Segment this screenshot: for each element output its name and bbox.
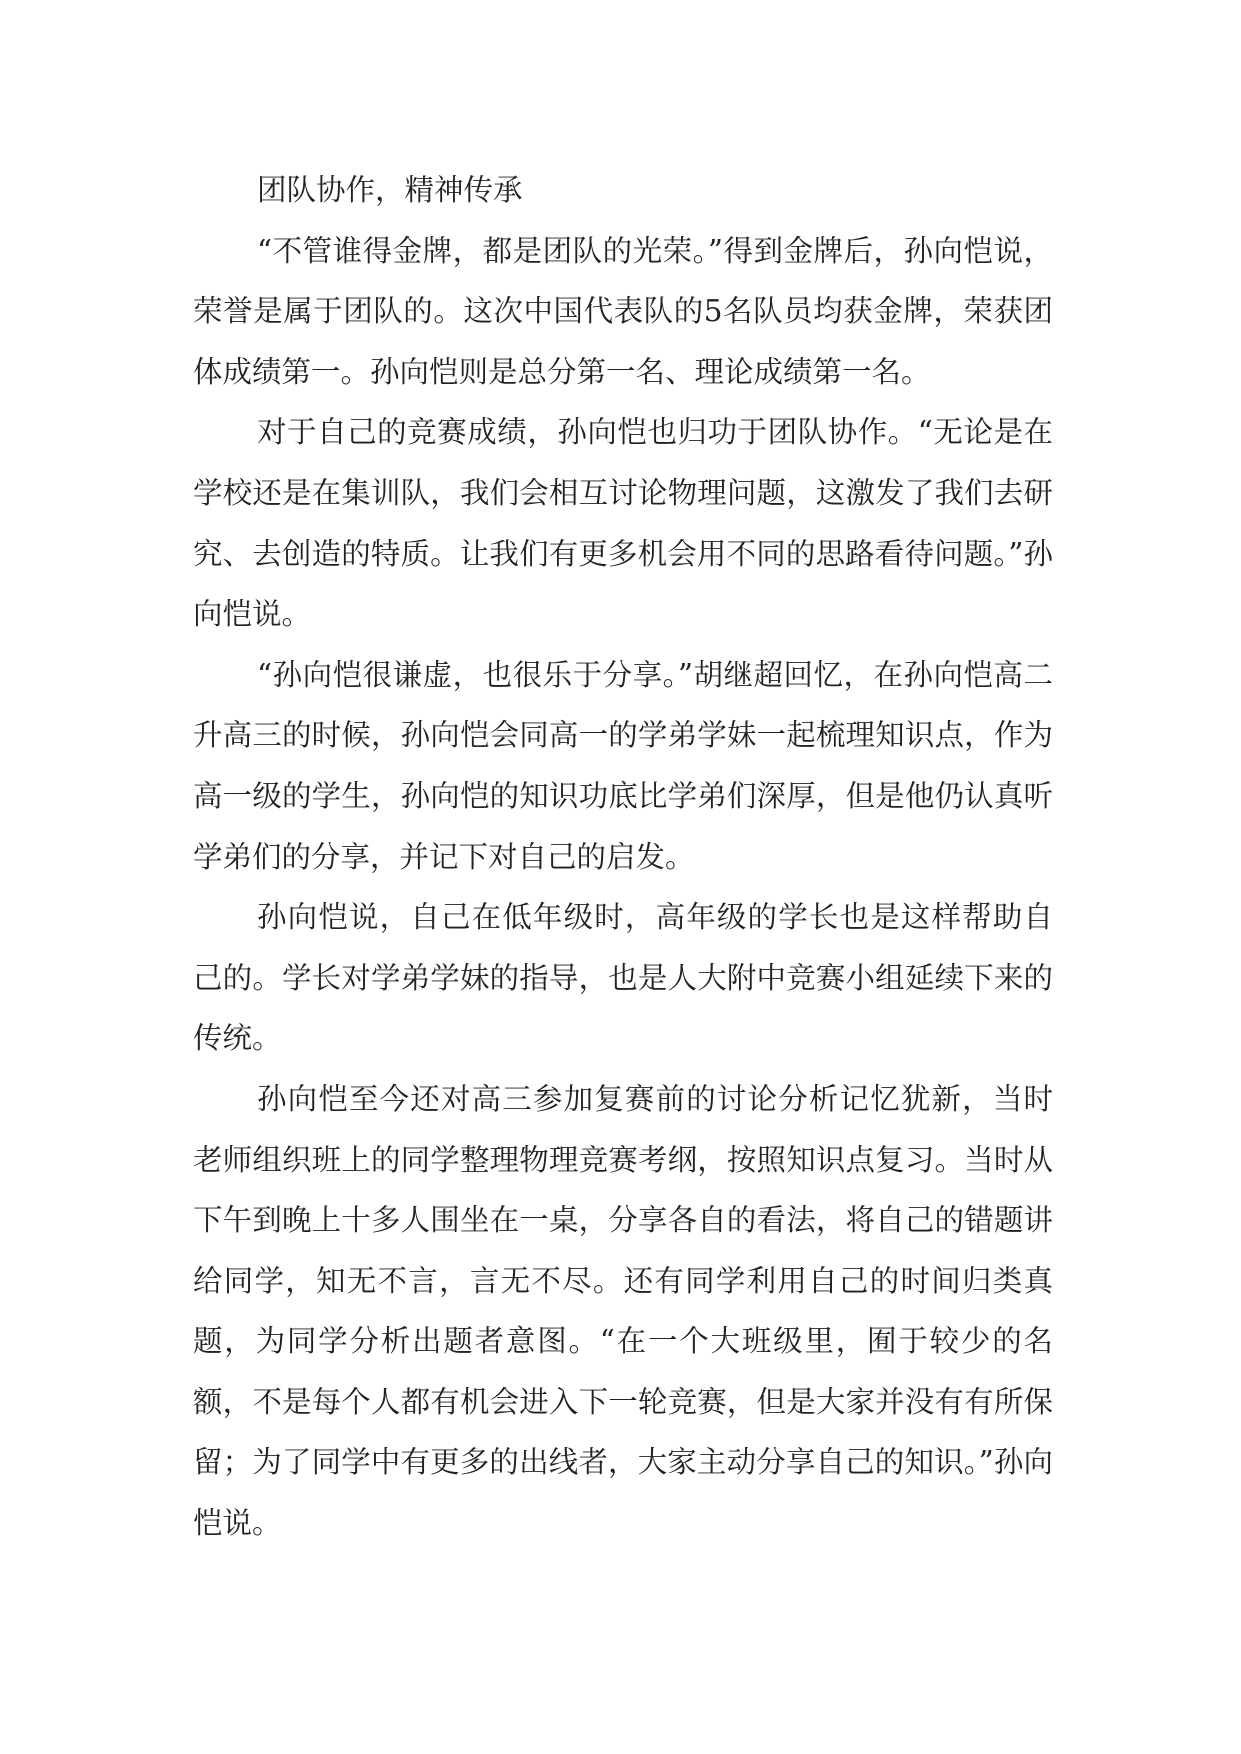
paragraph-4: 孙向恺说，自己在低年级时，高年级的学长也是这样帮助自己的。学长对学弟学妹的指导，也是人大附中竞赛小组延续下来的传统。 bbox=[193, 900, 1053, 1056]
paragraph-1: “不管谁得金牌，都是团队的光荣。”得到金牌后，孙向恺说，荣誉是属于团队的。这次中国代表队的5名队员均获金牌，荣获团体成绩第一。孙向恺则是总分第一名、理论成绩第一名。 bbox=[193, 233, 1053, 389]
paragraph-3: “孙向恺很谦虚，也很乐于分享。”胡继超回忆，在孙向恺高二升高三的时候，孙向恺会同高一的学弟学妹一起梳理知识点，作为高一级的学生，孙向恺的知识功底比学弟们深厚，但是他仍认真听学弟们的分享，并记下对自己的启发。 bbox=[193, 657, 1053, 874]
paragraph-5: 孙向恺至今还对高三参加复赛前的讨论分析记忆犹新，当时老师组织班上的同学整理物理竞赛考纲，按照知识点复习。当时从下午到晚上十多人围坐在一桌，分享各自的看法，将自己的错题讲给同学，知无不言，言无不尽。还有同学利用自己的时间归类真题，为同学分析出题者意图。“在一个大班级里，囿于较少的名额，不是每个人都有机会进入下一轮竞赛，但是大家并没有有所保留；为了同学中有更多的出线者，大家主动分享自己的知识。”孙向恺说。 bbox=[193, 1081, 1053, 1541]
article-body bbox=[193, 160, 1053, 1554]
section-heading: 团队协作，精神传承 bbox=[257, 173, 523, 207]
paragraph-2: 对于自己的竞赛成绩，孙向恺也归功于团队协作。“无论是在学校还是在集训队，我们会相互讨论物理问题，这激发了我们去研究、去创造的特质。让我们有更多机会用不同的思路看待问题。”孙向恺说。 bbox=[193, 415, 1053, 632]
